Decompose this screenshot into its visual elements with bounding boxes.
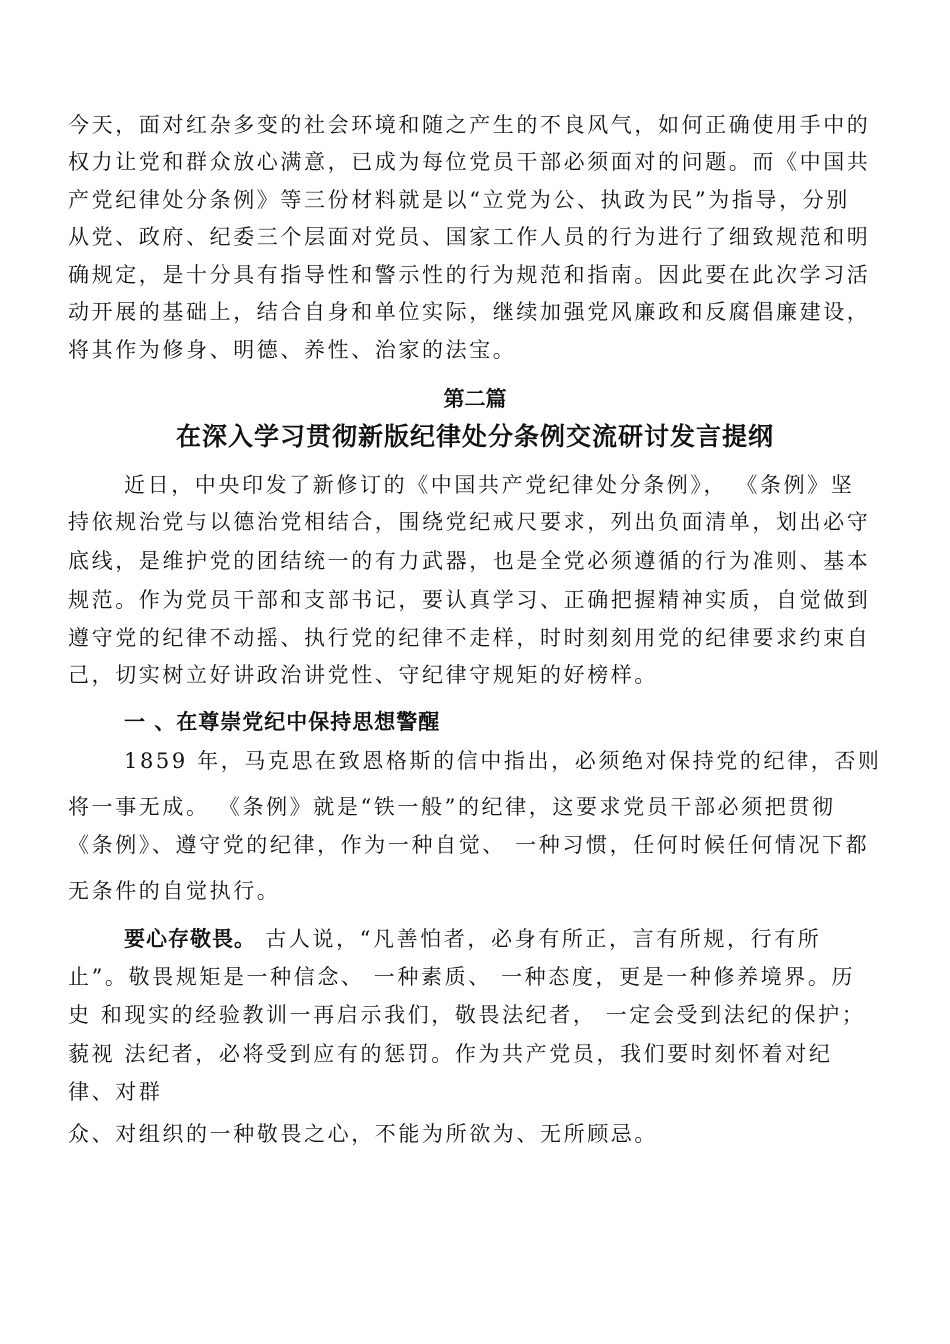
paragraph-first-line	[124, 925, 821, 953]
paragraph-line: 动开展的基础上，结合自身和单位实际，继续加强党风廉政和反腐倡廉建设，	[68, 300, 871, 324]
paragraph-line: 底线，是维护党的团结统一的有力武器，也是全党必须遵循的行为准则、基本	[68, 549, 871, 573]
paragraph-line: 产党纪律处分条例》等三份材料就是以“立党为公、执政为民”为指导，分别	[68, 188, 850, 212]
paragraph-line: 确规定，是十分具有指导性和警示性的行为规范和指南。因此要在此次学习活	[68, 263, 871, 287]
paragraph-line: 《条例》、遵守党的纪律，作为一种自觉、 一种习惯，任何时候任何情况下都	[68, 833, 870, 857]
paragraph-line: 止”。敬畏规矩是一种信念、 一种素质、 一种态度，更是一种修养境界。历	[68, 965, 856, 989]
paragraph-line: 从党、政府、纪委三个层面对党员、国家工作人员的行为进行了细致规范和明	[68, 225, 871, 249]
paragraph-line: 近日，中央印发了新修订的《中国共产党纪律处分条例》， 《条例》坚	[124, 473, 855, 497]
paragraph-text: 古人说，“凡善怕者，必身有所正，言有所规，行有所	[256, 927, 822, 951]
paragraph-line: 1859 年，马克思在致恩格斯的信中指出，必须绝对保持党的纪律，否则	[124, 749, 882, 773]
paragraph-line: 规范。作为党员干部和支部书记，要认真学习、正确把握精神实质，自觉做到	[68, 588, 871, 612]
paragraph-line: 遵守党的纪律不动摇、执行党的纪律不走样，时时刻刻用党的纪律要求约束自	[68, 626, 871, 650]
paragraph-line: 将其作为修身、明德、养性、治家的法宝。	[68, 338, 517, 362]
lead-phrase: 要心存敬畏。	[124, 927, 256, 951]
document-title: 在深入学习贯彻新版纪律处分条例交流研讨发言提纲	[175, 422, 774, 451]
paragraph-line: 权力让党和群众放心满意，已成为每位党员干部必须面对的问题。而《中国共	[68, 150, 871, 174]
paragraph-line: 律、对群	[68, 1080, 163, 1104]
part-label: 第二篇	[443, 387, 507, 411]
paragraph-line: 今天，面对红杂多变的社会环境和随之产生的不良风气，如何正确使用手中的	[68, 113, 871, 137]
section-heading: 一 、在尊崇党纪中保持思想警醒	[124, 710, 441, 734]
paragraph-line: 众、对组织的一种敬畏之心，不能为所欲为、无所顾忌。	[68, 1122, 658, 1146]
paragraph-line: 将一事无成。 《条例》就是“铁一般”的纪律，这要求党员干部必须把贯彻	[68, 795, 836, 819]
paragraph-line: 持依规治党与以德治党相结合，围绕党纪戒尺要求，列出负面清单，划出必守	[68, 510, 871, 534]
paragraph-line: 史 和现实的经验教训一再启示我们，敬畏法纪者， 一定会受到法纪的保护；	[68, 1003, 866, 1027]
paragraph-line: 藐视 法纪者，必将受到应有的惩罚。作为共产党员，我们要时刻怀着对纪	[68, 1042, 833, 1066]
paragraph-line: 己，切实树立好讲政治讲党性、守纪律守规矩的好榜样。	[68, 663, 658, 687]
paragraph-line: 无条件的自觉执行。	[68, 879, 281, 903]
